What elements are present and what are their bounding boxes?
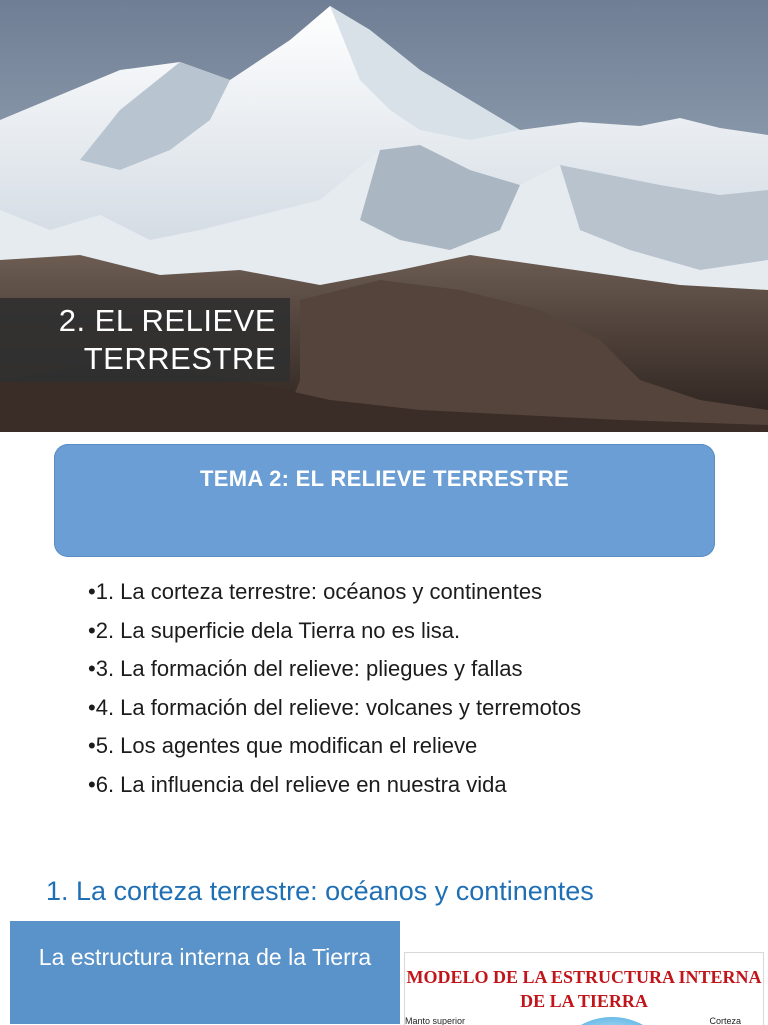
list-item: •3. La formación del relieve: pliegues y fallas <box>88 656 523 682</box>
mantle-label: Manto superior <box>405 1016 466 1025</box>
index-banner <box>54 444 715 557</box>
list-item: •1. La corteza terrestre: océanos y continentes <box>88 579 543 604</box>
cover-slide <box>0 0 768 432</box>
cover-title-line1: 2. EL RELIEVE <box>58 303 276 338</box>
cover-title <box>59 302 276 378</box>
index-list <box>88 573 581 805</box>
list-item: •4. La formación del relieve: volcanes y terremotos <box>88 694 582 720</box>
cover-title-line2: TERRESTRE <box>83 341 276 376</box>
structure-label: La estructura interna de la Tierra <box>38 944 372 970</box>
list-item: •2. La superficie dela Tierra no es lisa. <box>88 617 461 643</box>
structure-box <box>10 921 400 1024</box>
list-item: •6. La influencia del relieve en nuestra vida <box>88 771 507 797</box>
list-item: •5. Los agentes que modifican el relieve <box>88 733 478 759</box>
section-heading: 1. La corteza terrestre: océanos y continentes <box>46 876 594 906</box>
crust-label: Corteza <box>709 1016 741 1025</box>
model-title: MODELO DE LA ESTRUCTURA INTERNA DE LA TIERRA <box>406 967 762 1011</box>
model-figure <box>404 952 764 1025</box>
index-title: TEMA 2: EL RELIEVE TERRESTRE <box>199 466 569 491</box>
cover-title-box <box>0 298 290 382</box>
